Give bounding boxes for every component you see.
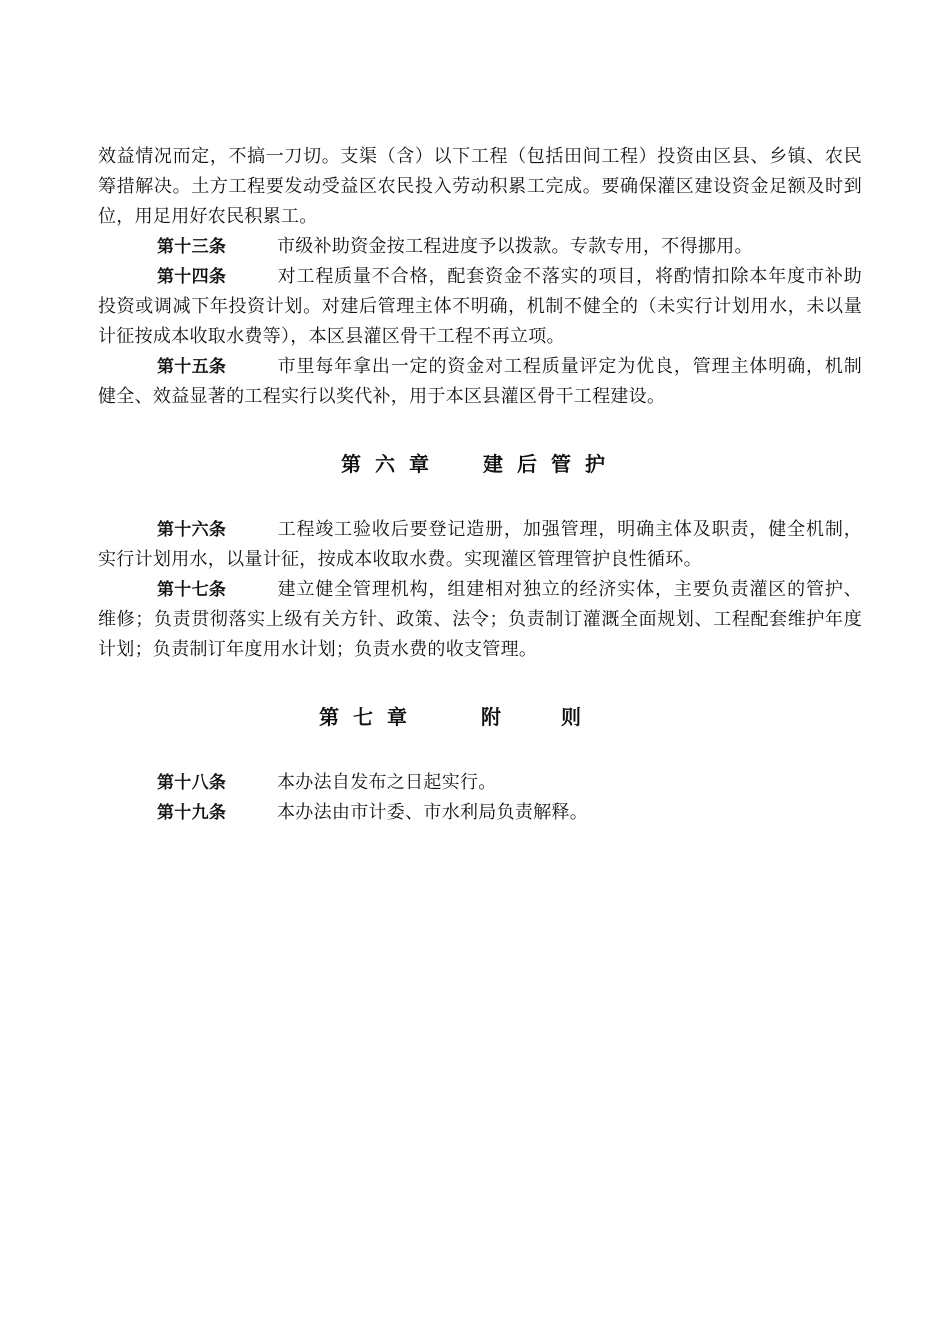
article-16 [98, 515, 862, 575]
chapter-number: 第六章 [341, 452, 443, 476]
chapter-6-heading [98, 448, 862, 477]
intro-paragraph: 效益情况而定，不搞一刀切。支渠（含）以下工程（包括田间工程）投资由区县、乡镇、农民筹措解决。土方工程要发动受益区农民投入劳动积累工完成。要确保灌区建设资金足额及时到位，用足用好农民积累工。 [98, 146, 862, 227]
article-19 [98, 798, 862, 828]
article-text: 市级补助资金按工程进度予以拨款。专款专用，不得挪用。 [277, 236, 753, 257]
article-label: 第十四条 [157, 267, 227, 287]
article-label: 第十八条 [157, 773, 227, 793]
chapter-title: 建后管护 [483, 452, 619, 476]
article-14 [98, 262, 862, 352]
article-label: 第十九条 [157, 803, 227, 823]
article-text: 市里每年拿出一定的资金对工程质量评定为优良，管理主体明确，机制健全、效益显著的工程实行以奖代补，用于本区县灌区骨干工程建设。 [98, 356, 862, 407]
chapter-number: 第七章 [319, 705, 421, 729]
article-17 [98, 575, 862, 665]
article-label: 第十六条 [157, 520, 227, 540]
article-label: 第十五条 [157, 357, 227, 377]
article-text: 本办法自发布之日起实行。 [277, 772, 497, 793]
document-page [98, 142, 862, 828]
chapter-title: 附则 [481, 705, 641, 729]
article-text: 本办法由市计委、市水利局负责解释。 [277, 802, 589, 823]
chapter-7-heading [98, 701, 862, 730]
article-13 [98, 232, 862, 262]
article-18 [98, 768, 862, 798]
article-text: 工程竣工验收后要登记造册，加强管理，明确主体及职责，健全机制，实行计划用水，以量计征，按成本收取水费。实现灌区管理管护良性循环。 [98, 519, 862, 570]
article-label: 第十七条 [157, 580, 227, 600]
article-text: 对工程质量不合格，配套资金不落实的项目，将酌情扣除本年度市补助投资或调减下年投资计划。对建后管理主体不明确，机制不健全的（未实行计划用水，未以量计征按成本收取水费等），本区县灌区骨干工程不再立项。 [98, 266, 862, 347]
article-15 [98, 352, 862, 412]
article-text: 建立健全管理机构，组建相对独立的经济实体，主要负责灌区的管护、维修；负责贯彻落实上级有关方针、政策、法令；负责制订灌溉全面规划、工程配套维护年度计划；负责制订年度用水计划；负责水费的收支管理。 [98, 579, 862, 660]
article-label: 第十三条 [157, 237, 227, 257]
